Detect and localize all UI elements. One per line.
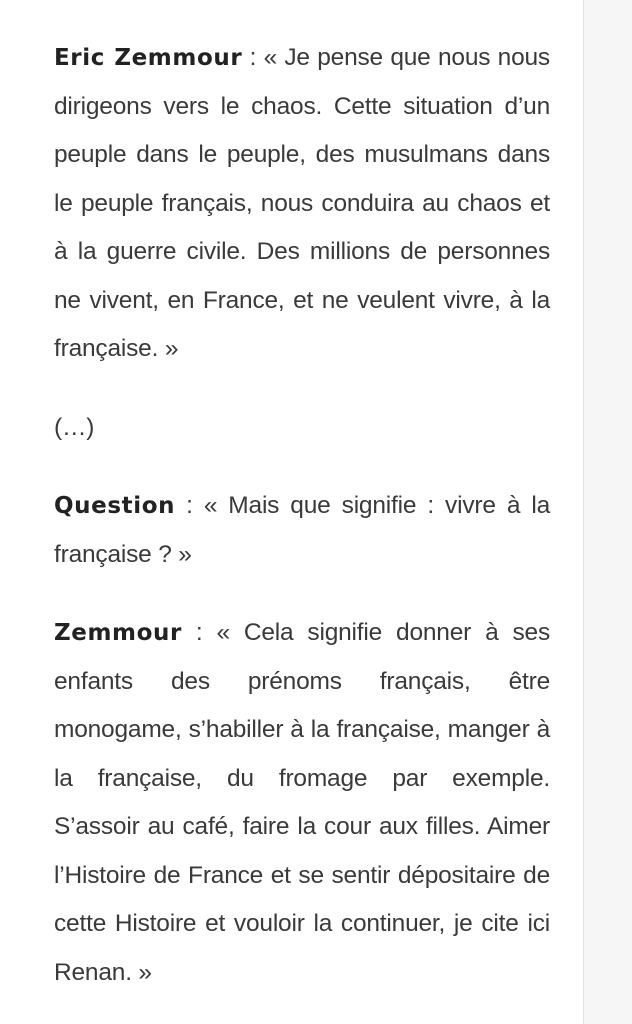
quote-text: : « Je pense que nous nous dirigeons vers le chaos. Cette situation d’un peuple dans le peuple, des musulmans dans le peuple français, nous conduira au chaos et à la guerre civile. Des millions de personnes ne vivent, en France, et ne veulent vivre, à la française. » — [54, 44, 550, 362]
answer-paragraph — [54, 609, 550, 997]
speaker-name: Eric Zemmour — [54, 45, 243, 71]
ellipsis-paragraph — [54, 404, 550, 453]
question-text: : « Mais que signifie : vivre à la française ? » — [54, 492, 550, 568]
ellipsis-text: (…) — [54, 413, 95, 441]
speaker-name: Question — [54, 493, 176, 519]
quote-paragraph-zemmour-chaos — [54, 34, 550, 374]
question-paragraph — [54, 482, 550, 579]
speaker-name: Zemmour — [54, 620, 182, 646]
article-body — [54, 34, 550, 997]
answer-text: : « Cela signifie donner à ses enfants des prénoms français, être monogame, s’habiller à la française, manger à la française, du fromage par exemple. S’assoir au café, faire la cour aux filles. Aimer l’Histoire de France et se sentir dépositaire de cette Histoire et vouloir la continuer, je cite ici Renan. » — [54, 619, 550, 986]
